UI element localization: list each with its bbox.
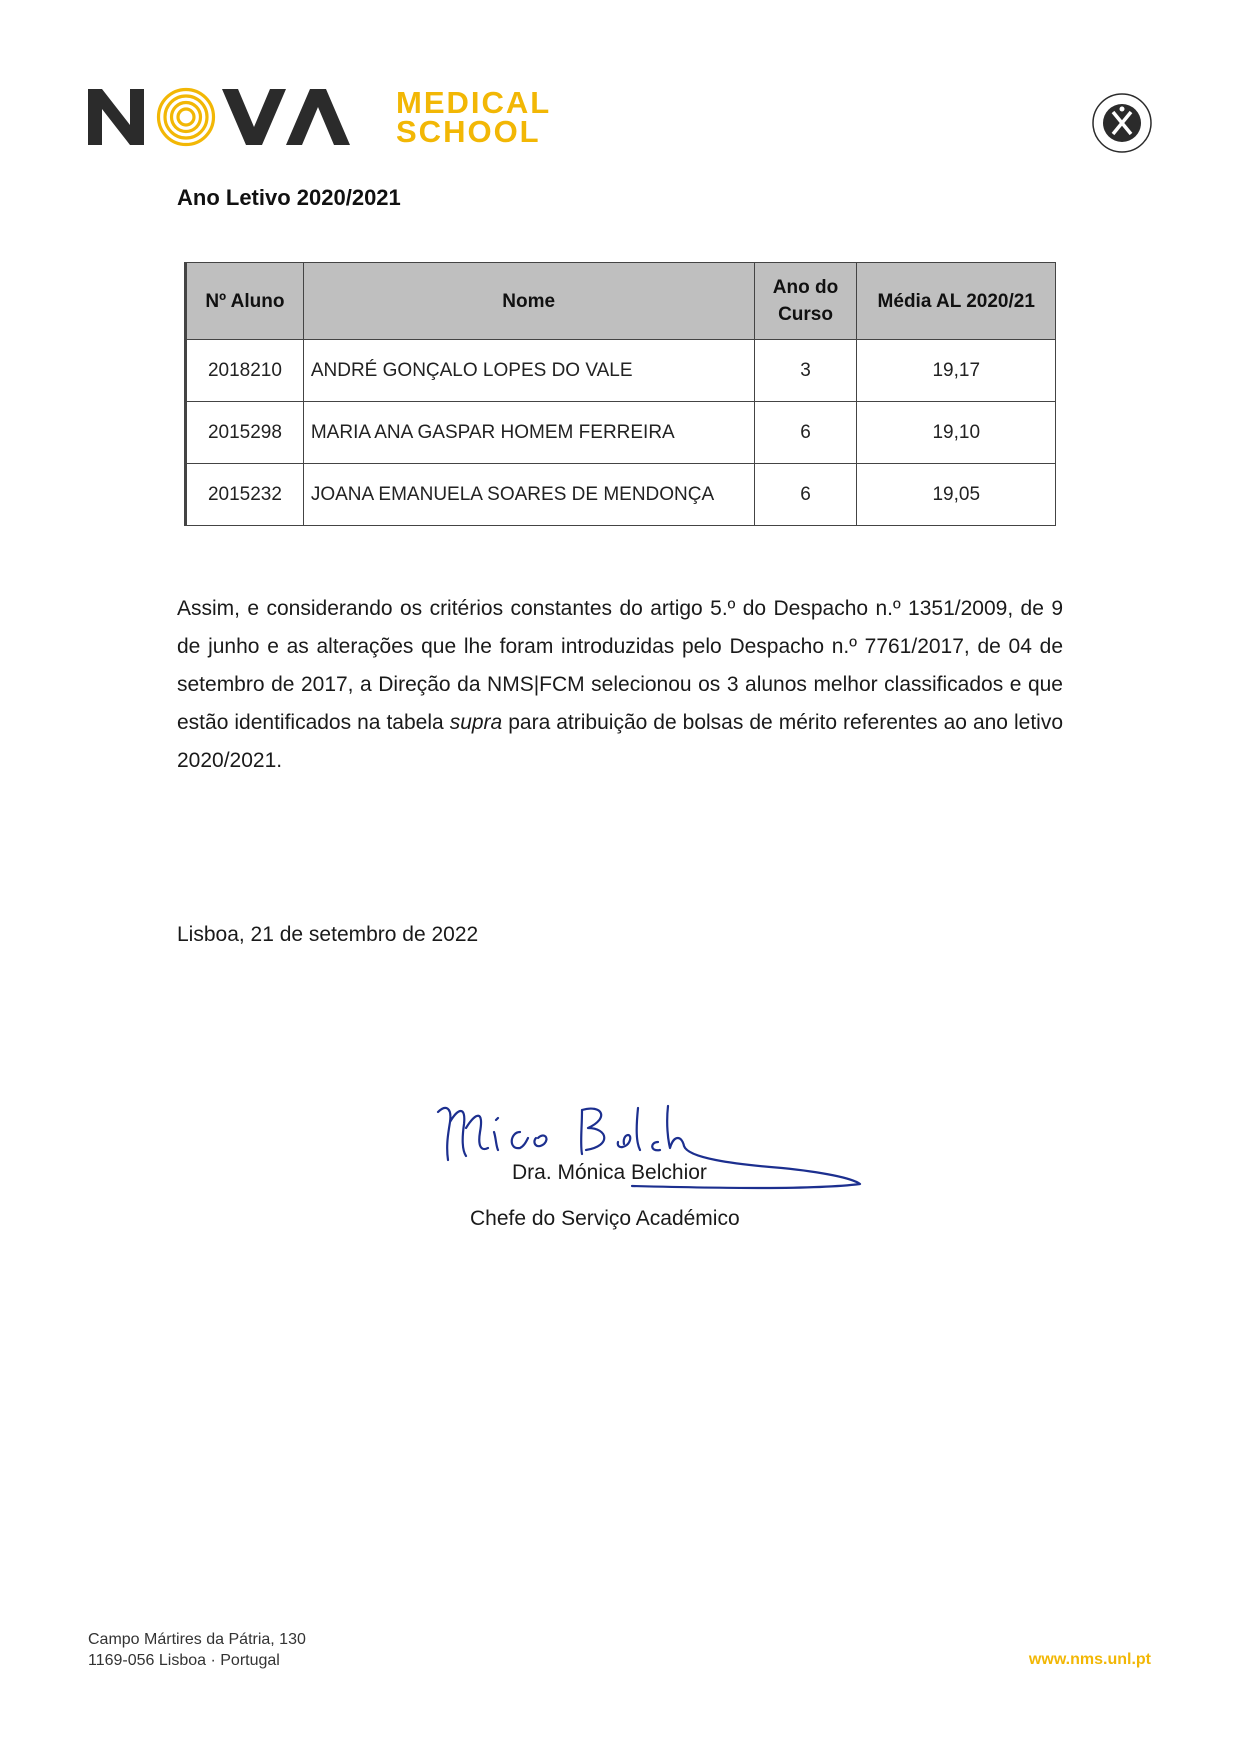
- paragraph-text-end: para atribuição de bolsas de mérito referentes ao ano letivo 2020/2021.: [177, 711, 1064, 772]
- logo-line-school: SCHOOL: [396, 114, 541, 149]
- cell-student-number: 2015232: [186, 464, 304, 526]
- cell-average: 19,05: [857, 464, 1056, 526]
- medical-school-wordmark: [396, 85, 552, 149]
- header-course-year-text: Ano do Curso: [772, 277, 839, 325]
- page-header: [88, 82, 1153, 162]
- document-date: Lisboa, 21 de setembro de 2022: [177, 923, 479, 946]
- nova-logo-icon: [88, 87, 376, 147]
- cell-name: ANDRÉ GONÇALO LOPES DO VALE: [303, 340, 754, 402]
- signer-name: Dra. Mónica Belchior: [512, 1161, 707, 1184]
- logo-line-medical: MEDICAL: [396, 85, 552, 120]
- footer-address: [88, 1629, 306, 1671]
- nova-wordmark: [88, 82, 376, 152]
- cell-name: JOANA EMANUELA SOARES DE MENDONÇA: [303, 464, 754, 526]
- column-header-course-year: [754, 263, 857, 340]
- signer-role: Chefe do Serviço Académico: [470, 1207, 740, 1230]
- column-header-average: Média AL 2020/21: [857, 263, 1056, 340]
- cell-course-year: 6: [754, 402, 857, 464]
- cell-average: 19,10: [857, 402, 1056, 464]
- column-header-student-number: Nº Aluno: [186, 263, 304, 340]
- paragraph-text-start: Assim, e considerando os critérios constantes do artigo 5.º do Despacho n.º 1351/2009, de 9 de junho e as alterações que lhe foram introduzidas pelo Despacho n.º 7761/2017, de 04 de setembro de 2017, a Direção da NMS|FCM selecionou os 3 alunos melhor classificados e que estão identificados na tabela: [177, 597, 1063, 734]
- university-seal-icon: [1091, 92, 1153, 154]
- footer-website-link[interactable]: www.nms.unl.pt: [1028, 1651, 1151, 1668]
- address-line-2: 1169-056 Lisboa · Portugal: [88, 1652, 280, 1669]
- table-row: [186, 340, 1056, 402]
- cell-average: 19,17: [857, 340, 1056, 402]
- table-row: [186, 464, 1056, 526]
- cell-course-year: 3: [754, 340, 857, 402]
- cell-course-year: 6: [754, 464, 857, 526]
- nova-medical-school-logo: [88, 82, 551, 152]
- merit-students-table: [184, 262, 1056, 526]
- table-header-row: [186, 263, 1056, 340]
- paragraph-italic-word: supra: [449, 711, 503, 734]
- cell-student-number: 2018210: [186, 340, 304, 402]
- table-row: [186, 402, 1056, 464]
- academic-year-title: Ano Letivo 2020/2021: [177, 185, 401, 210]
- address-line-1: Campo Mártires da Pátria, 130: [88, 1631, 306, 1648]
- column-header-name: Nome: [303, 263, 754, 340]
- cell-student-number: 2015298: [186, 402, 304, 464]
- cell-name: MARIA ANA GASPAR HOMEM FERREIRA: [303, 402, 754, 464]
- decision-paragraph: [177, 590, 1063, 780]
